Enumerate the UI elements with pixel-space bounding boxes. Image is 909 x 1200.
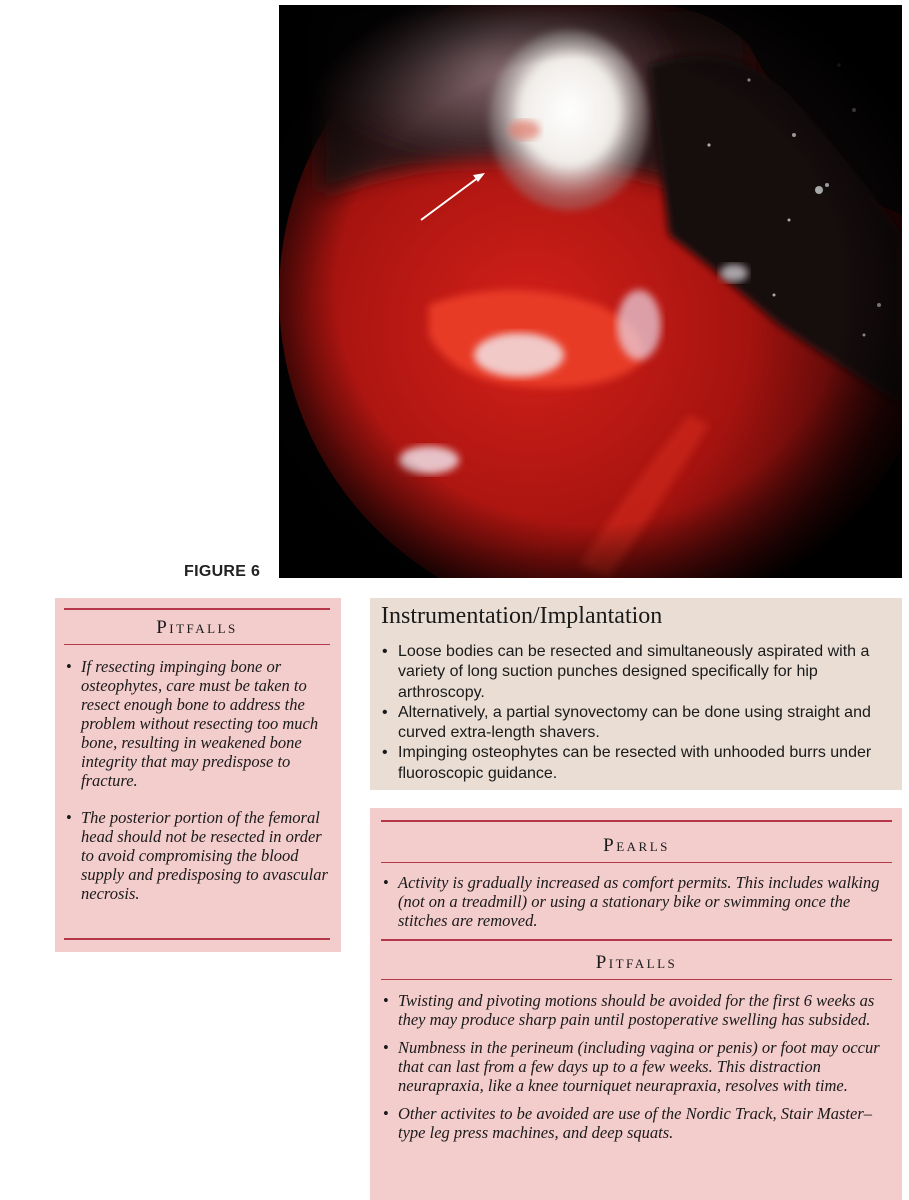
pitfalls-list-right bbox=[381, 991, 892, 1142]
arthroscopy-photo bbox=[279, 5, 902, 578]
rule-bottom bbox=[64, 938, 330, 940]
figure-6-image bbox=[279, 5, 902, 578]
pitfalls-box-left bbox=[55, 598, 341, 952]
pearls-heading: Pearls bbox=[603, 835, 670, 856]
list-item: • Loose bodies can be resected and simultaneously aspirated with a variety of long suction punches designed specifically for hip arthroscopy. bbox=[381, 642, 894, 703]
list-item: • Impinging osteophytes can be resected with unhooded burrs under fluoroscopic guidance. bbox=[381, 743, 894, 784]
rule-under-heading bbox=[64, 644, 330, 645]
rule-under-heading bbox=[381, 862, 892, 863]
pitfalls-heading: Pitfalls bbox=[156, 617, 238, 638]
rule-under-heading bbox=[381, 979, 892, 980]
instrumentation-box bbox=[370, 598, 902, 790]
pearls-list bbox=[381, 873, 892, 930]
instrumentation-heading: Instrumentation/Implantation bbox=[381, 603, 663, 629]
list-item: • Activity is gradually increased as comfort permits. This includes walking (not on a treadmill) or using a stationary bike or swimming once the stitches are removed. bbox=[381, 873, 892, 930]
pitfalls-heading: Pitfalls bbox=[595, 952, 678, 973]
list-item: • Other activites to be avoided are use of the Nordic Track, Stair Master–type leg press machines, and deep squats. bbox=[381, 1104, 892, 1142]
list-item: • Alternatively, a partial synovectomy can be done using straight and curved extra-length shavers. bbox=[381, 703, 894, 744]
figure-label: FIGURE 6 bbox=[184, 563, 261, 580]
list-item: • The posterior portion of the femoral head should not be resected in order to avoid compromising the blood supply and predisposing to avascular necrosis. bbox=[64, 808, 330, 903]
instrumentation-list bbox=[381, 642, 894, 784]
list-item: • Numbness in the perineum (including vagina or penis) or foot may occur that can last from a few days up to a few weeks. This distraction neurapraxia, like a knee tourniquet neurapraxia, resolves with time. bbox=[381, 1038, 892, 1095]
pearls-pitfalls-box bbox=[370, 808, 902, 1200]
list-item: • If resecting impinging bone or osteophytes, care must be taken to resect enough bone to address the problem without resecting too much bone, resulting in weakened bone integrity that may predispose to fracture. bbox=[64, 657, 330, 790]
pitfalls-list-left bbox=[64, 657, 330, 903]
list-item: • Twisting and pivoting motions should be avoided for the first 6 weeks as they may produce sharp pain until postoperative swelling has subsided. bbox=[381, 991, 892, 1029]
